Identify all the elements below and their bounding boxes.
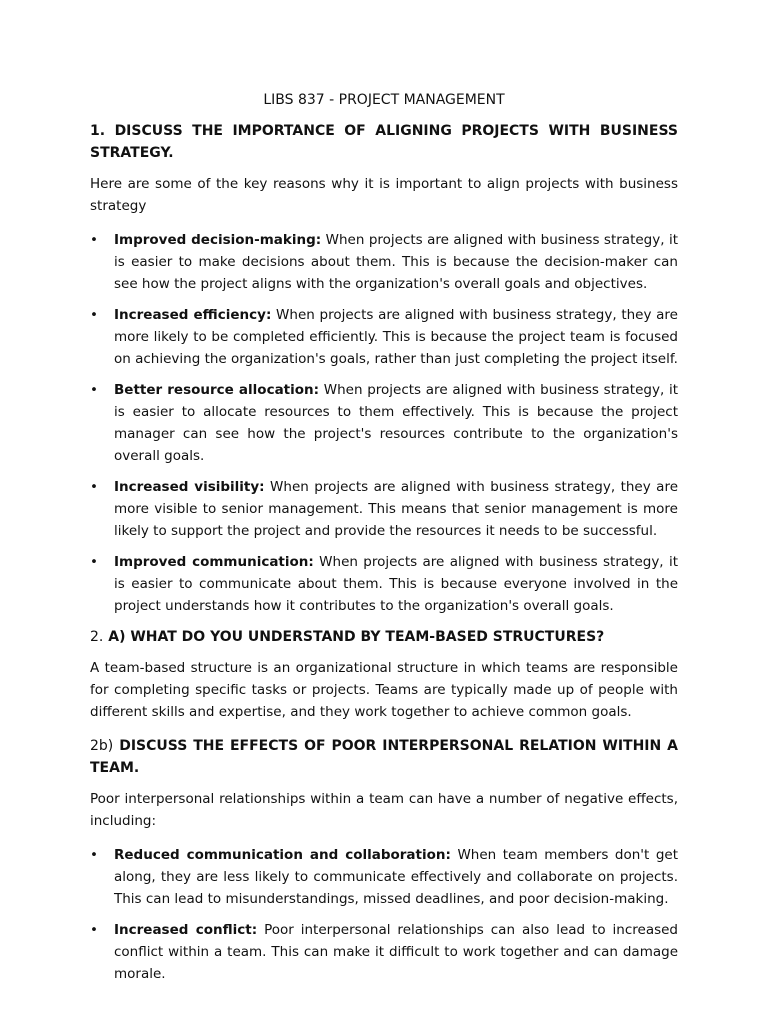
bullet-icon: • [90, 554, 98, 570]
question-2a-heading [90, 626, 678, 648]
question-2a-body: A team-based structure is an organizational structure in which teams are responsible for completing specific tasks or projects. Teams are typically made up of people with different skills and expertise, and they work together to achieve common goals. [90, 660, 678, 720]
list-item [90, 476, 678, 542]
bullet-icon: • [90, 307, 98, 323]
list-item-text: When projects are aligned with business strategy, they are more likely to be completed efficiently. This is because the project team is focused on achieving the organization's goals, rather than just completing the project itself. [114, 307, 678, 367]
question-1-intro: Here are some of the key reasons why it is important to align projects with business strategy [90, 176, 678, 214]
question-2a-number: 2. [90, 629, 104, 645]
list-item [90, 551, 678, 617]
question-2a-title: A) WHAT DO YOU UNDERSTAND BY TEAM-BASED STRUCTURES? [108, 629, 605, 645]
list-item-term: Increased efficiency: [114, 307, 272, 323]
list-item-text: When projects are aligned with business strategy, it is easier to allocate resources to them effectively. This is because the project manager can see how the project's resources contribute to the organization's overall goals. [114, 382, 678, 464]
list-item-term: Better resource allocation: [114, 382, 320, 398]
list-item-text: When projects are aligned with business strategy, it is easier to make decisions about them. This is because the decision-maker can see how the project aligns with the organization's overall goals and objectives. [114, 232, 678, 292]
list-item [90, 844, 678, 910]
bullet-icon: • [90, 479, 98, 495]
question-2b-list [90, 844, 678, 985]
list-item-text: When team members don't get along, they are less likely to communicate effectively and collaborate on projects. This can lead to misunderstandings, missed deadlines, and poor decision-making. [114, 847, 679, 907]
list-item [90, 919, 678, 985]
document-title: LIBS 837 - PROJECT MANAGEMENT [263, 92, 505, 108]
list-item-term: Increased conflict: [114, 922, 258, 938]
question-1-number: 1. [90, 123, 106, 139]
list-item-text: Poor interpersonal relationships can also lead to increased conflict within a team. This can make it difficult to work together and can damage morale. [114, 922, 678, 982]
list-item [90, 229, 678, 295]
list-item-text: When projects are aligned with business strategy, it is easier to communicate about them. This is because everyone involved in the project understands how it contributes to the organization's overall goals. [114, 554, 678, 614]
list-item-term: Improved communication: [114, 554, 314, 570]
question-2b-heading [90, 735, 678, 779]
list-item [90, 379, 678, 467]
question-2b-intro: Poor interpersonal relationships within a team can have a number of negative effects, including: [90, 791, 678, 829]
list-item-term: Reduced communication and collaboration: [114, 847, 451, 863]
question-2b-number: 2b) [90, 738, 114, 754]
question-1-title: DISCUSS THE IMPORTANCE OF ALIGNING PROJECTS WITH BUSINESS STRATEGY. [90, 123, 679, 161]
question-1-list [90, 229, 678, 617]
question-1-heading [90, 120, 678, 164]
list-item-term: Improved decision-making: [114, 232, 322, 248]
question-2b-title: DISCUSS THE EFFECTS OF POOR INTERPERSONAL RELATION WITHIN A TEAM. [90, 738, 678, 776]
bullet-icon: • [90, 232, 98, 248]
list-item-term: Increased visibility: [114, 479, 265, 495]
bullet-icon: • [90, 382, 98, 398]
bullet-icon: • [90, 922, 98, 938]
list-item-text: When projects are aligned with business strategy, they are more visible to senior management. This means that senior management is more likely to support the project and provide the resources it needs to be successful. [114, 479, 679, 539]
list-item [90, 304, 678, 370]
bullet-icon: • [90, 847, 98, 863]
